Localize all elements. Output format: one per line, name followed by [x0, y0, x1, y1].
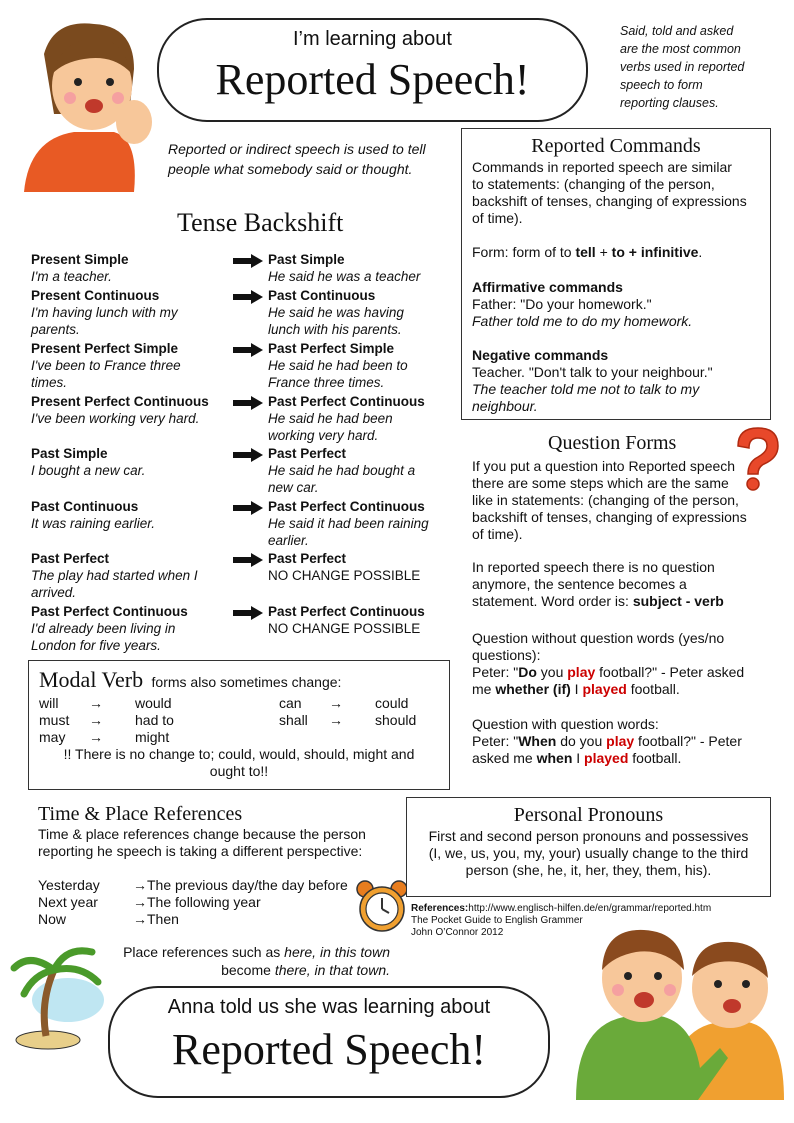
modal-to: had to	[135, 712, 174, 728]
right-arrow-icon	[233, 254, 263, 268]
tense-to-example: He said he had been to	[268, 358, 408, 373]
pronouns-body: First and second person pronouns and possessives (I, we, us, you, my, your) usually change to the third person (she, he, it, her, they, them, his).	[428, 828, 749, 878]
tense-from	[31, 393, 209, 427]
tense-to-name: Past Simple	[268, 252, 345, 267]
bottom-speech-bubble	[108, 986, 550, 1098]
side-note: Said, told and asked are the most common verbs used in reported speech to form reporting clauses.	[620, 24, 745, 110]
girl-illustration	[14, 14, 164, 194]
tense-to-example: He said it had been raining	[268, 516, 429, 531]
tense-to-name: Past Perfect Continuous	[268, 394, 425, 409]
modal-title: Modal Verb	[39, 667, 144, 692]
tense-to-name: Past Continuous	[268, 288, 376, 303]
modal-from: must	[39, 712, 70, 728]
tense-from-example: I'd already been living in	[31, 621, 176, 636]
modal-pair	[279, 695, 449, 712]
right-arrow-icon	[233, 448, 263, 462]
time-place-body: Time & place references change because the person reporting he speech is taking a different perspective:	[38, 826, 366, 859]
modal-subtitle: forms also sometimes change:	[151, 674, 342, 690]
tense-from-name: Present Perfect Simple	[31, 341, 179, 356]
question-word-order: In reported speech there is no question anymore, the sentence becomes a statement. Word order is: subject - verb	[472, 559, 724, 609]
tense-from-example: The play had started when I	[31, 568, 198, 583]
tense-to-example: new car.	[268, 480, 319, 495]
time-references-list: Yesterday →The previous day/the day before Next year →The following year Now →Then	[38, 877, 348, 927]
tense-to	[268, 445, 415, 496]
modal-note: !! There is no change to; could, would, should, might and ought to!!	[63, 746, 415, 779]
tense-from-example: I bought a new car.	[31, 463, 146, 478]
pronouns-title: Personal Pronouns	[513, 804, 664, 826]
tense-to-example: working very hard.	[268, 428, 379, 443]
modal-verb-box	[28, 660, 450, 790]
tense-from-name: Past Continuous	[31, 499, 139, 514]
tense-to	[268, 603, 425, 637]
modal-to: would	[135, 695, 172, 711]
modal-from: may	[39, 729, 66, 745]
tense-from-name: Present Continuous	[31, 288, 160, 303]
commands-title: Reported Commands	[531, 135, 701, 157]
tense-from-example: parents.	[31, 322, 80, 337]
modal-from: will	[39, 695, 59, 711]
modal-from: shall	[279, 712, 308, 728]
tense-from-name: Past Simple	[31, 446, 108, 461]
tense-to-name: Past Perfect Simple	[268, 341, 395, 356]
right-arrow-icon	[233, 553, 263, 567]
modal-pair	[39, 695, 209, 712]
negative-commands: Negative commands Teacher. "Don't talk to your neighbour." The teacher told me not to talk to my neighbour.	[472, 347, 713, 414]
right-arrow-icon	[233, 501, 263, 515]
modal-pair	[39, 729, 209, 746]
tense-from-name: Past Perfect Continuous	[31, 604, 188, 619]
modal-pair	[39, 712, 209, 729]
affirmative-commands: Affirmative commands Father: "Do your homework." Father told me to do my homework.	[472, 279, 693, 329]
alarm-clock-icon	[353, 878, 411, 936]
tense-from-example: I've been to France three	[31, 358, 181, 373]
commands-body: Commands in reported speech are similar to statements: (changing of the person, backshift of tenses, changing of expressions of time).	[472, 159, 747, 226]
references: References:http://www.englisch-hilfen.de/en/grammar/reported.htm The Pocket Guide to English Grammer John O’Connor 2012	[411, 903, 712, 938]
tense-to	[268, 251, 420, 285]
tense-to-example: He said he had bought a	[268, 463, 416, 478]
modal-to: should	[375, 712, 417, 728]
tense-to-name: Past Perfect	[268, 551, 347, 566]
tense-to-example: earlier.	[268, 533, 309, 548]
tense-from-name: Present Simple	[31, 252, 129, 267]
commands-form: Form: form of to tell + to + infinitive.	[472, 244, 703, 260]
tense-from-example: arrived.	[31, 585, 77, 600]
tense-to-example: He said he was having	[268, 305, 404, 320]
backshift-title: Tense Backshift	[177, 208, 344, 237]
modal-from: can	[279, 695, 302, 711]
tense-to-example: France three times.	[268, 375, 385, 390]
bubble-title: Reported Speech!	[215, 55, 530, 104]
tense-from-example: I'm having lunch with my	[31, 305, 178, 320]
right-arrow-icon	[233, 290, 263, 304]
tense-from-name: Present Perfect Continuous	[31, 394, 209, 409]
place-references: Place references such as here, in this town become there, in that town.	[123, 944, 390, 978]
tense-to-name: Past Perfect	[268, 446, 347, 461]
tense-from	[31, 287, 178, 338]
tense-from-example: I've been working very hard.	[31, 411, 200, 426]
tense-from-example: It was raining earlier.	[31, 516, 156, 531]
tense-to	[268, 498, 429, 549]
tense-to	[268, 550, 420, 584]
question-forms-intro: If you put a question into Reported speech there are some steps which are the same like in statements: (changing of the person, backshift of tenses, changing of expressions of time).	[472, 458, 747, 542]
right-arrow-icon	[233, 606, 263, 620]
reference-url: http://www.englisch-hilfen.de/en/grammar/reported.htm	[468, 903, 712, 914]
tense-to	[268, 393, 425, 444]
tense-to-example: NO CHANGE POSSIBLE	[268, 568, 421, 583]
tense-to	[268, 287, 404, 338]
tense-to	[268, 340, 408, 391]
wh-questions: Question with question words: Peter: "When do you play football?" - Peter asked me when I played football.	[472, 716, 742, 766]
tense-from	[31, 340, 181, 391]
tense-to-example: He said he was a teacher	[268, 269, 421, 284]
tense-from	[31, 251, 129, 285]
right-arrow-icon	[233, 396, 263, 410]
top-speech-bubble	[157, 18, 588, 122]
bottom-bubble-intro: Anna told us she was learning about	[167, 996, 491, 1018]
modal-arrow: →	[89, 729, 103, 745]
right-arrow-icon	[233, 343, 263, 357]
intro-text: Reported or indirect speech is used to tell people what somebody said or thought.	[168, 141, 426, 177]
time-place-title: Time & Place References	[38, 803, 243, 825]
palm-island-illustration	[10, 932, 110, 1052]
tense-from	[31, 498, 155, 532]
question-forms-title: Question Forms	[548, 432, 677, 454]
tense-from-name: Past Perfect	[31, 551, 110, 566]
tense-from-example: times.	[31, 375, 68, 390]
modal-pair	[279, 712, 449, 729]
personal-pronouns-box	[406, 797, 771, 897]
modal-to: might	[135, 729, 170, 745]
tense-to-example: He said he had been	[268, 411, 393, 426]
tense-to-example: lunch with his parents.	[268, 322, 402, 337]
tense-to-name: Past Perfect Continuous	[268, 499, 425, 514]
tense-to-name: Past Perfect Continuous	[268, 604, 425, 619]
tense-from	[31, 550, 198, 601]
tense-to-example: NO CHANGE POSSIBLE	[268, 621, 421, 636]
reported-commands-box	[461, 128, 771, 420]
tense-from-example: I'm a teacher.	[31, 269, 112, 284]
bottom-bubble-title: Reported Speech!	[172, 1025, 486, 1074]
tense-from	[31, 445, 145, 479]
two-boys-illustration	[570, 918, 788, 1100]
modal-arrow: →	[329, 712, 343, 728]
modal-arrow: →	[329, 695, 343, 711]
modal-arrow: →	[89, 712, 103, 728]
yes-no-questions: Question without question words (yes/no questions): Peter: "Do you play football?" - Peter asked me whether (if) I played football.	[472, 630, 745, 697]
tense-from	[31, 603, 188, 654]
modal-arrow: →	[89, 695, 103, 711]
tense-from-example: London for five years.	[31, 638, 161, 653]
bubble-intro-text: I’m learning about	[293, 28, 452, 50]
modal-to: could	[375, 695, 409, 711]
